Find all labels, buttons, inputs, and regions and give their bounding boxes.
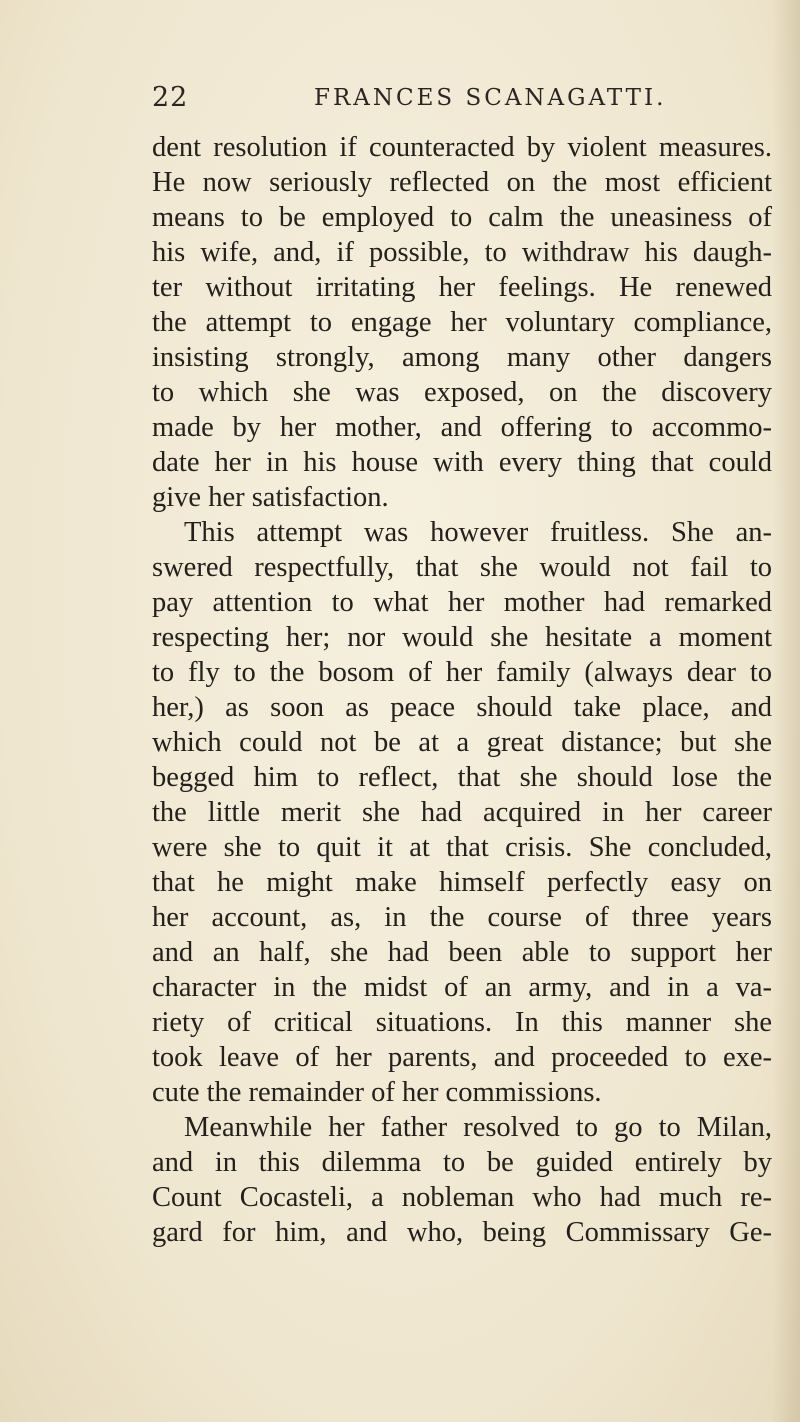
text-line: made by her mother, and offering to accommo- [152, 412, 772, 443]
text-line: gard for him, and who, being Commissary Ge- [152, 1217, 772, 1248]
body-text [152, 130, 772, 1250]
text-line: which could not be at a great distance; but she [152, 727, 772, 758]
text-line: insisting strongly, among many other dangers [152, 342, 772, 373]
text-line: and in this dilemma to be guided entirely by [152, 1147, 772, 1178]
text-line: riety of critical situations. In this manner she [152, 1007, 772, 1038]
text-line: date her in his house with every thing that could [152, 447, 772, 478]
page-gutter-shadow [772, 0, 800, 1422]
text-line: This attempt was however fruitless. She an- [184, 517, 772, 548]
text-line: Count Cocasteli, a nobleman who had much re- [152, 1182, 772, 1213]
text-line: dent resolution if counteracted by violent measures. [152, 132, 772, 163]
text-line: ter without irritating her feelings. He renewed [152, 272, 772, 303]
text-line: that he might make himself perfectly easy on [152, 867, 772, 898]
text-line: character in the midst of an army, and in a va- [152, 972, 772, 1003]
text-line: to fly to the bosom of her family (always dear to [152, 657, 772, 688]
text-line: her account, as, in the course of three years [152, 902, 772, 933]
page-number: 22 [152, 82, 189, 113]
text-line: swered respectfully, that she would not fail to [152, 552, 772, 583]
text-line: give her satisfaction. [152, 482, 389, 513]
text-line: were she to quit it at that crisis. She concluded, [152, 832, 772, 863]
text-line: cute the remainder of her commissions. [152, 1077, 602, 1108]
text-line: pay attention to what her mother had remarked [152, 587, 772, 618]
text-line: He now seriously reflected on the most efficient [152, 167, 772, 198]
text-line: and an half, she had been able to support her [152, 937, 772, 968]
text-line: took leave of her parents, and proceeded to exe- [152, 1042, 772, 1073]
text-line: respecting her; nor would she hesitate a moment [152, 622, 772, 653]
page-header [152, 82, 752, 122]
running-head: FRANCES SCANAGATTI. [314, 85, 667, 111]
text-line: to which she was exposed, on the discovery [152, 377, 772, 408]
text-line: the little merit she had acquired in her career [152, 797, 772, 828]
text-line: Meanwhile her father resolved to go to Milan, [184, 1112, 772, 1143]
text-line: his wife, and, if possible, to withdraw his daugh- [152, 237, 772, 268]
text-line: the attempt to engage her voluntary compliance, [152, 307, 772, 338]
text-line: her,) as soon as peace should take place, and [152, 692, 772, 723]
text-line: begged him to reflect, that she should lose the [152, 762, 772, 793]
text-line: means to be employed to calm the uneasiness of [152, 202, 772, 233]
